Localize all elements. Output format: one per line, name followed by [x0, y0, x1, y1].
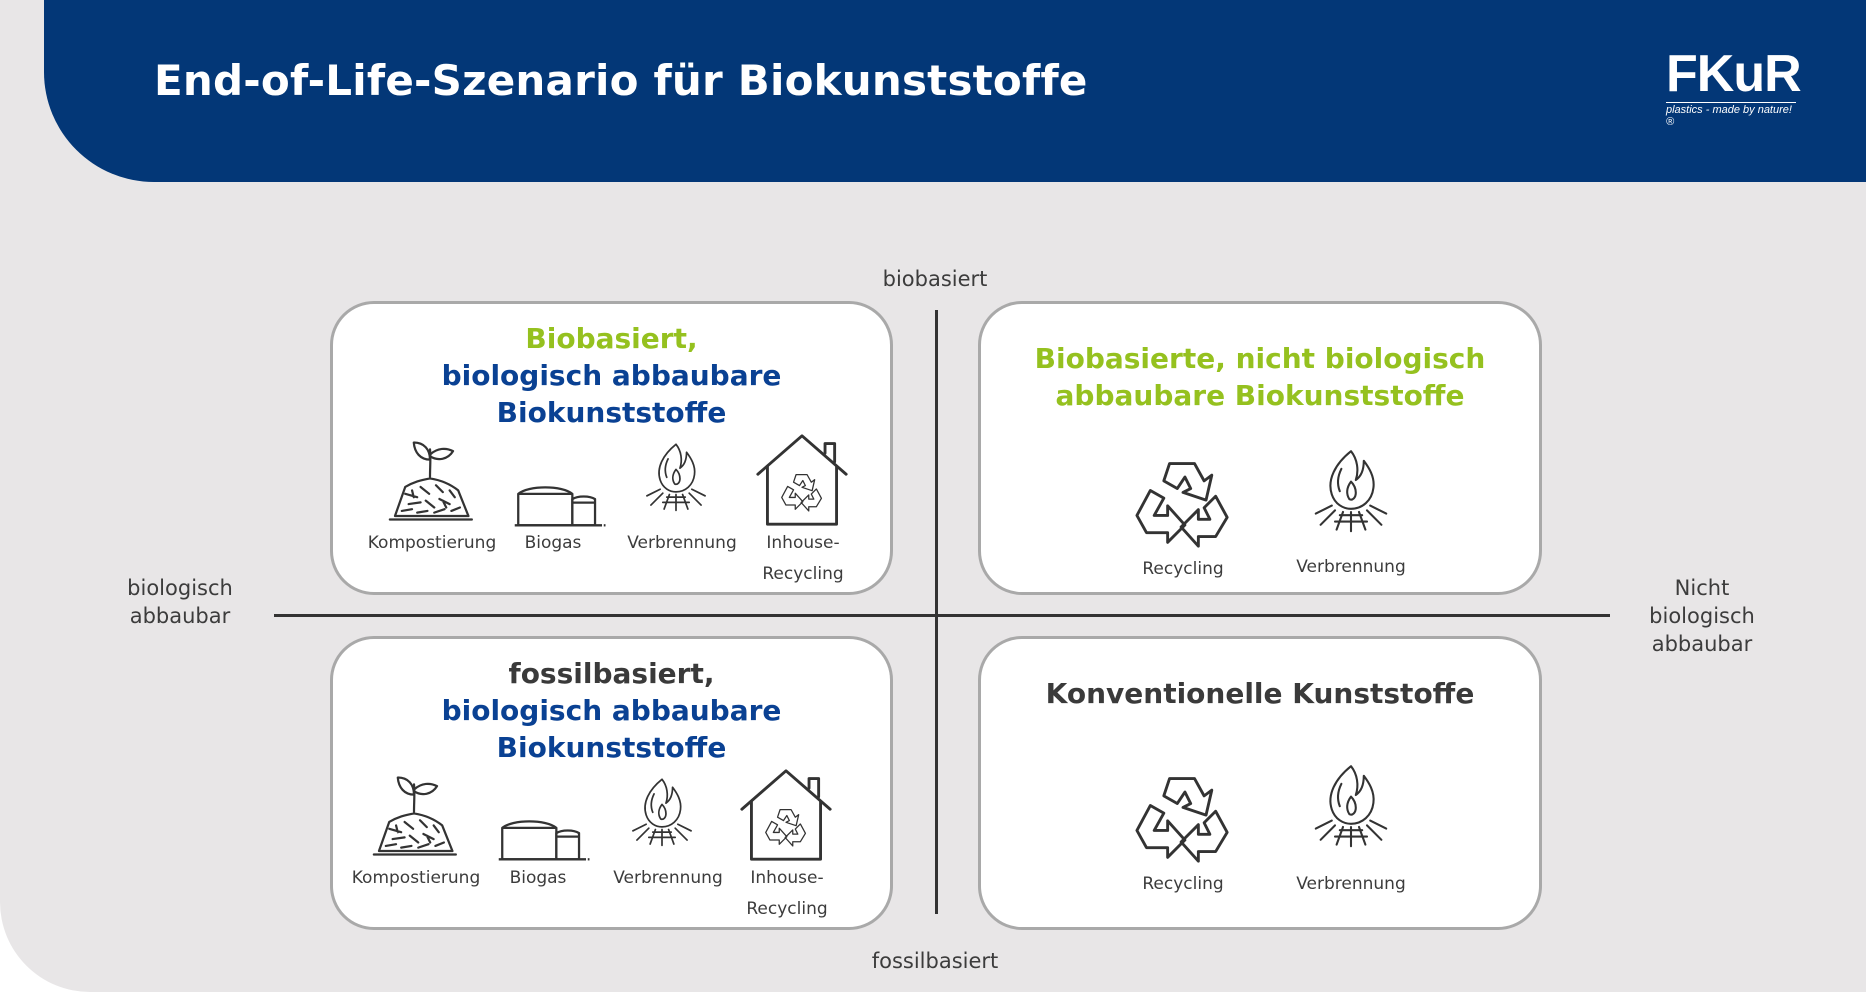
quadrant-title-line: Konventionelle Kunststoffe [1045, 677, 1475, 710]
item-label: Inhouse- [750, 868, 824, 888]
compost-icon [383, 434, 477, 528]
quadrant-title-line: Biokunststoffe [496, 396, 727, 429]
item-label: Verbrennung [613, 868, 723, 888]
house-recycling-icon [751, 432, 853, 528]
vertical-axis [935, 310, 938, 914]
fire-icon [1311, 434, 1391, 550]
item-label: Verbrennung [1296, 874, 1406, 894]
item-label: Verbrennung [627, 533, 737, 553]
item-label: Biogas [524, 533, 582, 553]
item-label: Recycling [762, 564, 844, 584]
item-label: Recycling [746, 899, 828, 919]
item-label: Inhouse- [766, 533, 840, 553]
item-label: Recycling [1142, 874, 1224, 894]
item-label: Recycling [1142, 559, 1224, 579]
item-label: Verbrennung [1296, 557, 1406, 577]
quadrant-fossil-biodegradable [330, 636, 893, 930]
page-title: End-of-Life-Szenario für Biokunststoffe [154, 56, 1088, 105]
fkur-logo [1666, 45, 1806, 128]
axis-label-bottom: fossilbasiert [871, 949, 999, 973]
biogas-plant-icon [497, 803, 593, 865]
logo-wordmark: FKuR [1666, 45, 1801, 103]
horizontal-axis [274, 614, 1610, 617]
fire-icon [1311, 749, 1391, 865]
quadrant-biobased-biodegradable [330, 301, 893, 595]
quadrant-title-line: Biobasiert, [525, 322, 698, 355]
quadrant-title-line: abbaubare Biokunststoffe [1055, 379, 1465, 412]
quadrant-conventional-plastics [978, 636, 1542, 930]
compost-icon [367, 769, 461, 863]
quadrant-title-line: fossilbasiert, [508, 657, 715, 690]
item-label: Biogas [509, 868, 567, 888]
item-label: Kompostierung [351, 868, 481, 888]
biogas-plant-icon [513, 469, 609, 531]
quadrant-title-line: Biokunststoffe [496, 731, 727, 764]
quadrant-title-line: biologisch abbaubare [441, 694, 782, 727]
quadrant-title-line: Biobasierte, nicht biologisch [1034, 342, 1486, 375]
recycling-icon [1135, 454, 1231, 550]
logo-tagline: plastics - made by nature!® [1666, 102, 1796, 128]
axis-label-top: biobasiert [882, 267, 988, 291]
quadrant-biobased-non-biodegradable [978, 301, 1542, 595]
header-bar [44, 0, 1866, 182]
recycling-icon [1135, 769, 1231, 865]
house-recycling-icon [735, 767, 837, 863]
fire-icon [643, 428, 709, 528]
axis-label-right: Nicht biologisch abbaubar [1649, 576, 1755, 656]
fire-icon [629, 763, 695, 863]
quadrant-title-line: biologisch abbaubare [441, 359, 782, 392]
item-label: Kompostierung [367, 533, 497, 553]
axis-label-left: biologisch abbaubar [127, 576, 233, 628]
